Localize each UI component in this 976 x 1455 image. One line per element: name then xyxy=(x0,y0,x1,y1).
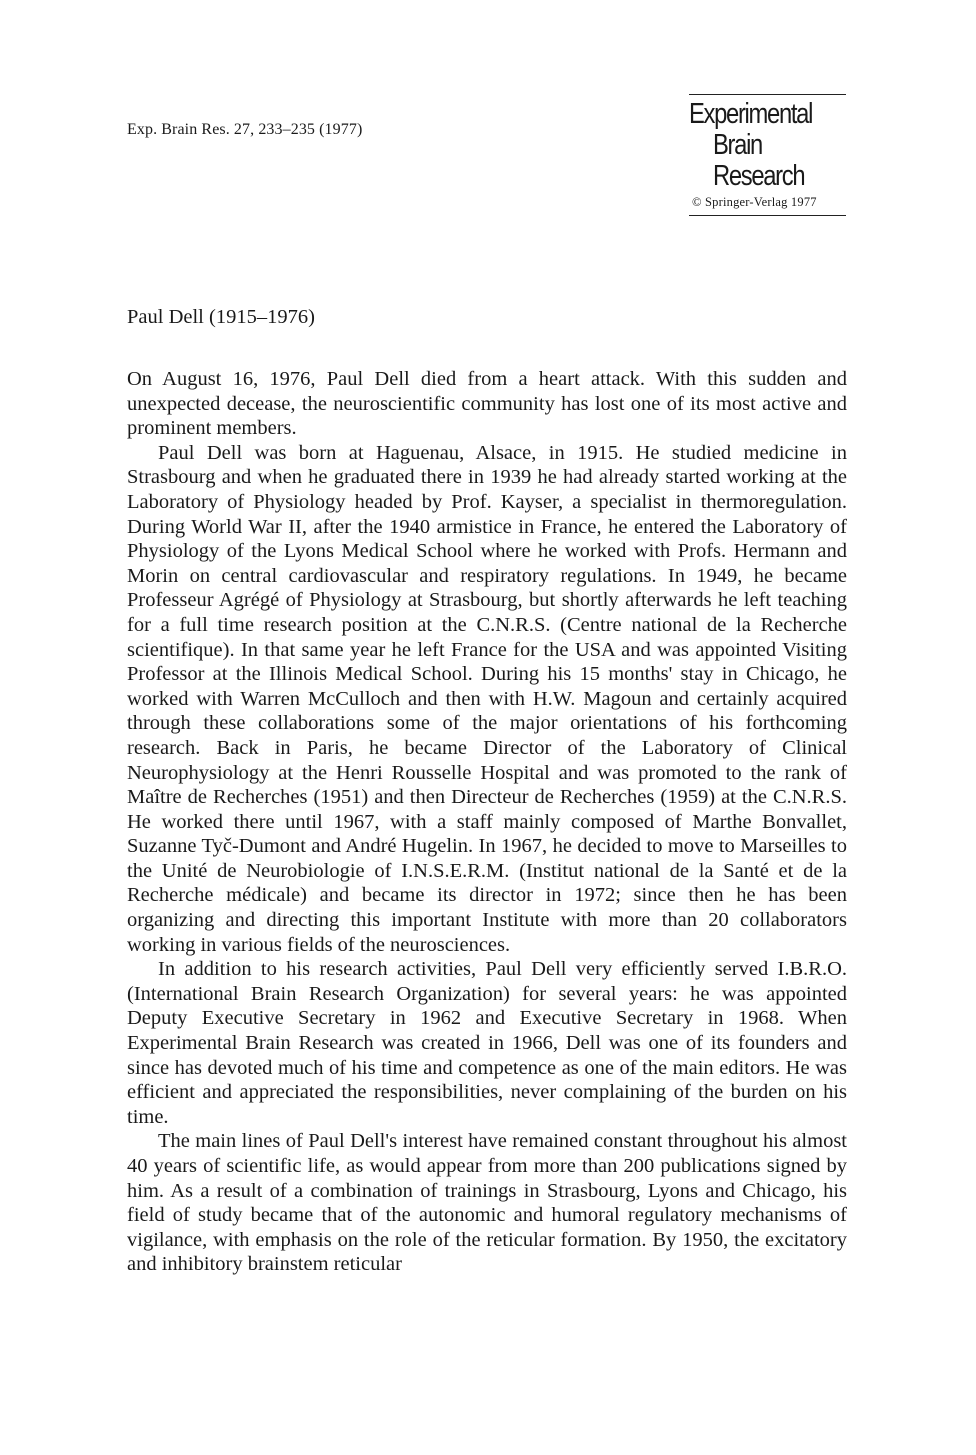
paragraph: Paul Dell was born at Haguenau, Alsace, in 1915. He studied medicine in Strasbourg and when he graduated there in 1939 he had already started working at the Laboratory of Physiology headed by Prof. Kayser, a specialist in thermoregulation. During World War II, after the 1940 armistice in France, he entered the Laboratory of Physiology of the Lyons Medical School where he worked with Profs. Hermann and Morin on central cardiovascular and respiratory regulations. In 1949, he became Professeur Agrégé of Physiology at Strasbourg, but shortly afterwards he left teaching for a full time research position at the C.N.R.S. (Centre national de la Recherche scientifique). In that same year he left France for the USA and was appointed Visiting Professor at the Illinois Medical School. During his 15 months' stay in Chicago, he worked with Warren McCulloch and then with H.W. Magoun and certainly acquired through these collaborations some of the major orientations of his forthcoming research. Back in Paris, he became Director of the Laboratory of Clinical Neurophysiology at the Henri Rousselle Hospital and was promoted to the rank of Maître de Recherches (1951) and then Directeur de Recherches (1959) at the C.N.R.S. He worked there until 1967, with a staff mainly composed of Marthe Bonvallet, Suzanne Tyč-Dumont and André Hugelin. In 1967, he decided to move to Marseilles to the Unité de Neurobiologie of I.N.S.E.R.M. (Institut national de la Santé et de la Recherche médicale) and became its director in 1972; since then he has been organizing and directing this important Institute with more than 20 collaborators working in various fields of the neurosciences. xyxy=(127,441,847,956)
journal-citation: Exp. Brain Res. 27, 233–235 (1977) xyxy=(127,121,363,138)
article-title: Paul Dell (1915–1976) xyxy=(127,306,315,328)
copyright-notice: © Springer-Verlag 1977 xyxy=(692,195,817,209)
journal-logo xyxy=(689,94,846,216)
journal-logo-line-3: Research xyxy=(713,160,805,192)
paragraph: The main lines of Paul Dell's interest have remained constant throughout his almost 40 years of scientific life, as would appear from more than 200 publications signed by him. As a result of a combination of trainings in Strasbourg, Lyons and Chicago, his field of study became that of the autonomic and humoral regulatory mechanisms of vigilance, with emphasis on the role of the reticular formation. By 1950, the excitatory and inhibitory brainstem reticular xyxy=(127,1130,847,1276)
journal-logo-line-2: Brain xyxy=(713,129,762,161)
article-body xyxy=(127,367,847,1277)
paragraph: On August 16, 1976, Paul Dell died from a heart attack. With this sudden and unexpected decease, the neuroscientific community has lost one of its most active and prominent members. xyxy=(127,368,847,440)
journal-logo-line-1: Experimental xyxy=(689,98,813,130)
paragraph: In addition to his research activities, Paul Dell very efficiently served I.B.R.O. (International Brain Research Organization) for several years: he was appointed Deputy Executive Secretary in 1962 and Executive Secretary in 1968. When Experimental Brain Research was created in 1966, Dell was one of its founders and since has devoted much of his time and competence as one of the main editors. He was efficient and appreciated the responsibilities, never complaining of the burden on his time. xyxy=(127,958,847,1128)
